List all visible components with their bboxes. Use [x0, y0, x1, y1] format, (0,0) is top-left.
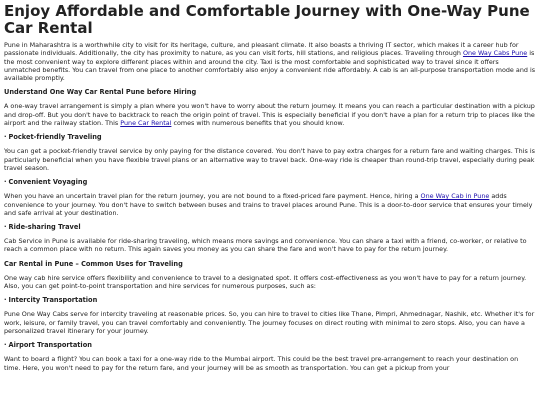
bullet-dot: · [4, 296, 7, 305]
intro-text-2: is the most convenient way to explore different places within and around the city. Taxi is the most comfortable and sophisticated way to travel since it offers unmatched benefits. You can travel from one place to another comfortably also enjoy a convenient ride affordably. A cab is an all-purpose transportation mode and is available promptly. [4, 49, 536, 83]
understand-paragraph [4, 102, 536, 127]
bullet-dot: · [4, 178, 7, 187]
bullet-dot: · [4, 223, 7, 232]
ride-sharing-paragraph: Cab Service in Pune is available for ride-sharing traveling, which means more savings and convenience. You can share a taxi with a friend, co-worker, or relative to reach a common place with no return. This again saves you money as you can share the fare and won't have to pay for the return journey. [4, 237, 527, 254]
convenient-voyaging-paragraph [4, 192, 536, 217]
intro-text-1: Pune in Maharashtra is a worthwhile city to visit for its heritage, culture, and pleasant climate. It also boasts a thriving IT sector, which makes it a career hub for passionate individuals. Additionally, the city has proximity to nature, as you can visit forts, hill stations, and religious places. Traveling through [4, 41, 519, 58]
pune-car-rental-link[interactable]: Pune Car Rental [120, 119, 172, 128]
voyaging-text-2: adds convenience to your journey. You don't have to switch between buses and trains to travel places around Pune. This is a door-to-door service that ensures your timely and safe arrival at your destination. [4, 192, 533, 217]
one-way-cabs-pune-link[interactable]: One Way Cabs Pune [462, 49, 528, 58]
subheading-convenient-voyaging-label: Convenient Voyaging [8, 178, 88, 187]
pocket-friendly-paragraph: You can get a pocket-friendly travel service by only paying for the distance covered. You don't have to pay extra charges for a return fare and waiting charges. This is particularly beneficial when you have flexible travel plans or an alternative way to travel back. One-way ride is cheaper than round-trip travel, especially during peak travel season. [4, 147, 535, 172]
page-title: Enjoy Affordable and Comfortable Journey with One-Way Pune Car Rental [4, 2, 530, 37]
voyaging-text-1: When you have an uncertain travel plan for the return journey, you are not bound to a fixed-priced fare payment. Hence, hiring a [4, 192, 421, 201]
subheading-pocket-friendly [4, 133, 536, 142]
intercity-paragraph: Pune One Way Cabs serve for intercity traveling at reasonable prices. So, you can hire to travel to cities like Thane, Pimpri, Ahmednagar, Nashik, etc. Whether it's for work, leisure, or family travel, you can travel comfortably and conveniently. The journey focuses on direct routing with minimal to zero stops. Also, you can have a personalized travel itinerary for your journey. [4, 310, 535, 335]
subheading-convenient-voyaging [4, 178, 536, 187]
common-uses-paragraph: One way cab hire service offers flexibility and convenience to travel to a designated spot. It offers cost-effectiveness as you won't have to pay for a return journey. Also, you can get point-to-point transportation and hire services for numerous purposes, such as: [4, 273, 527, 291]
subheading-pocket-friendly-label: Pocket-friendly Traveling [8, 133, 102, 142]
subheading-airport-label: Airport Transportation [8, 341, 92, 350]
airport-paragraph: Want to board a flight? You can book a taxi for a one-way ride to the Mumbai airport. This could be the best travel pre-arrangement to reach your destination on time. Here, you won't need to pay for the return fare, and your journey will be as smooth as transportation. You can get a pickup from your [4, 355, 519, 372]
one-way-cab-in-pune-link[interactable]: One Way Cab in Pune [420, 192, 490, 201]
bullet-dot: · [4, 133, 7, 142]
subheading-intercity-label: Intercity Transportation [8, 296, 98, 305]
subheading-ride-sharing [4, 223, 536, 232]
subheading-airport [4, 341, 536, 350]
intro-paragraph [4, 41, 536, 82]
subheading-ride-sharing-label: Ride-sharing Travel [8, 223, 81, 232]
section-heading-common-uses: Car Rental in Pune – Common Uses for Traveling [4, 259, 183, 268]
section-heading-understand: Understand One Way Car Rental Pune before Hiring [4, 88, 197, 97]
understand-text-1: A one-way travel arrangement is simply a plan where you won't have to worry about the return journey. It means you can reach a particular destination with a pickup and drop-off. But you don't have to backtrack to reach the origin point of travel. This is especially beneficial if you don't have a plan for a return trip to places like the airport and the railway station. This [4, 102, 535, 128]
bullet-dot: · [4, 341, 7, 350]
understand-text-2: comes with numerous benefits that you should know. [171, 119, 345, 128]
subheading-intercity [4, 296, 536, 305]
